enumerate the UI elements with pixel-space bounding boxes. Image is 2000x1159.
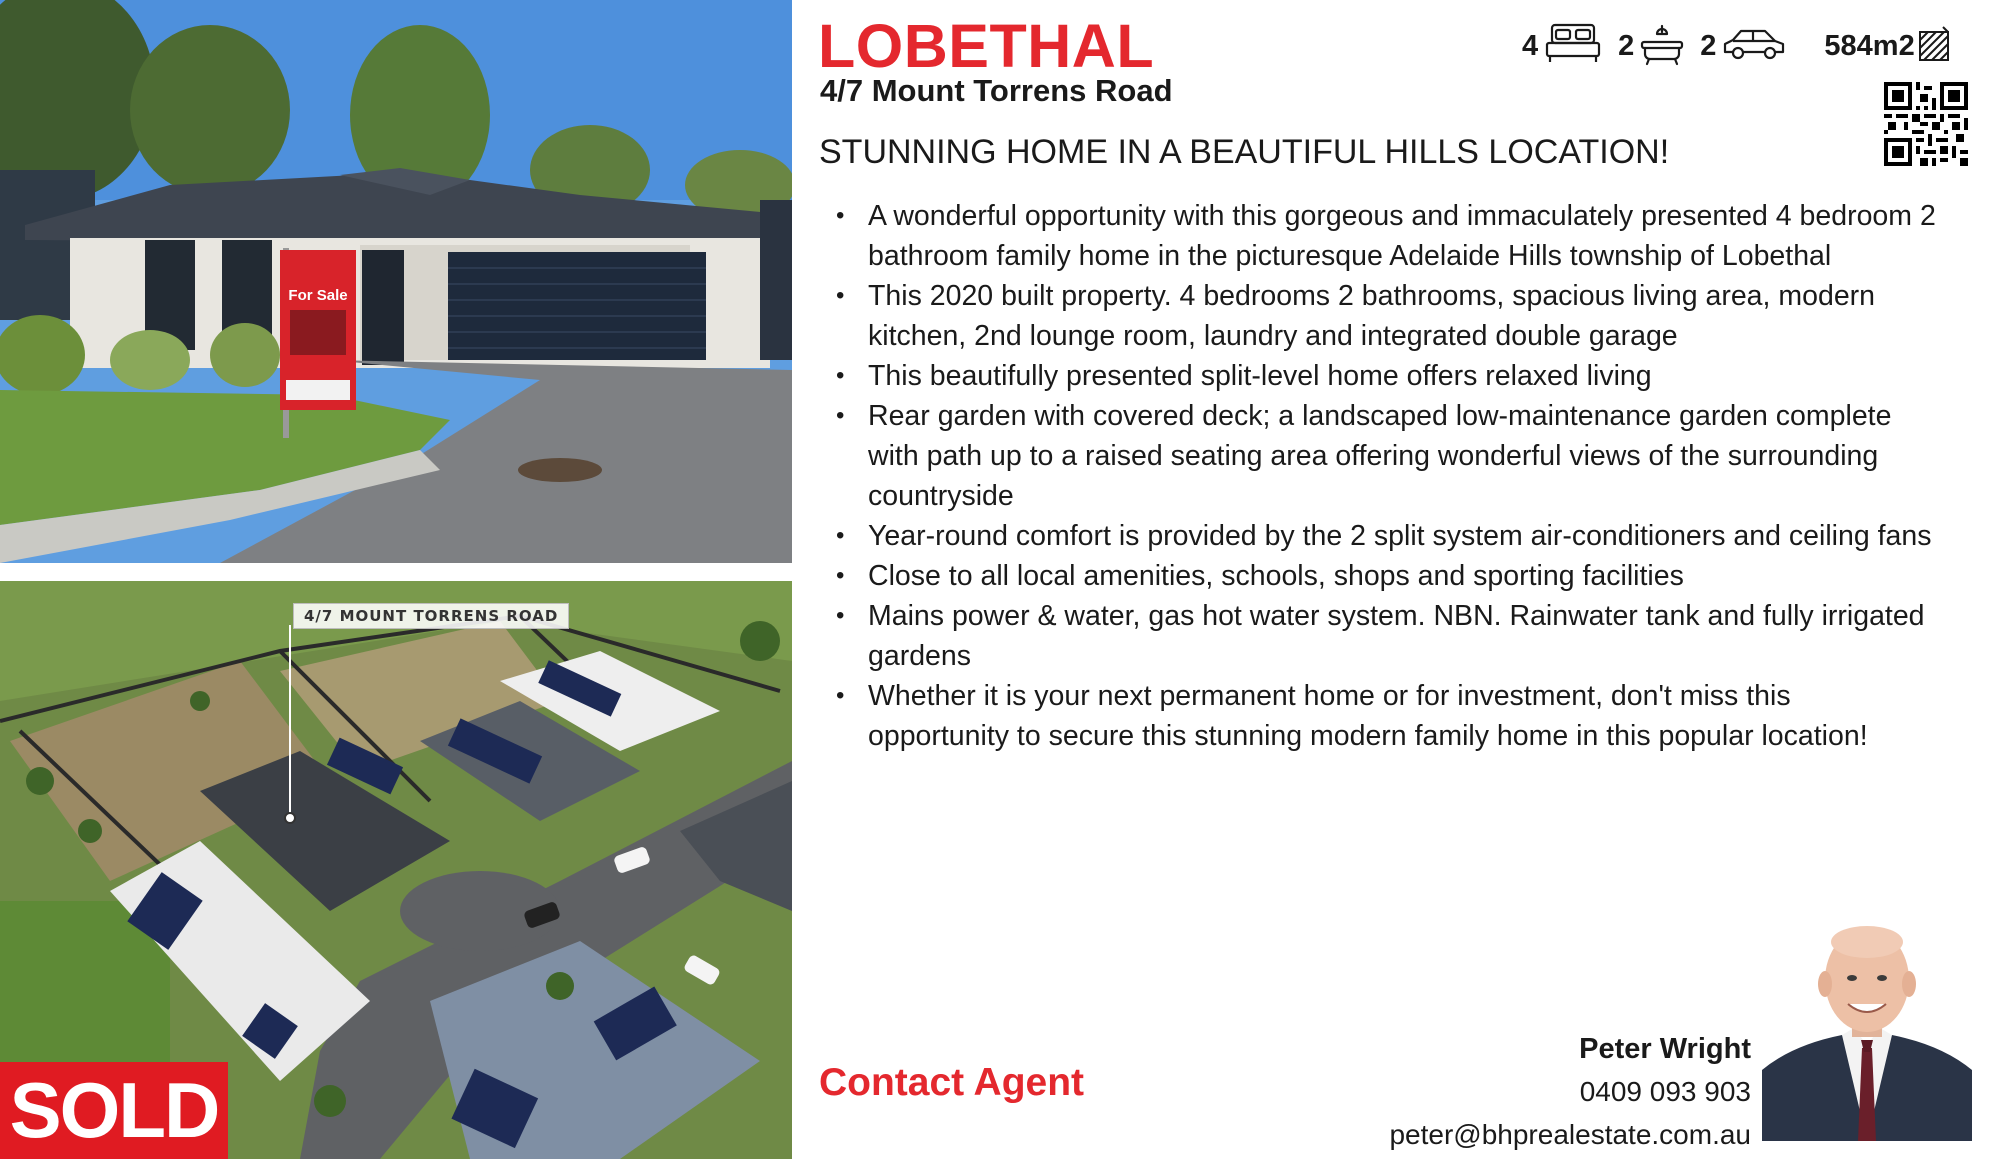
description-list xyxy=(819,196,1939,756)
bed-icon xyxy=(1544,22,1602,71)
description-item: • Rear garden with covered deck; a landscaped low-maintenance garden complete with path up to a raised seating area offering wonderful views of the surrounding countryside xyxy=(819,396,1939,516)
bathrooms-count: 2 xyxy=(1618,29,1635,62)
description-item: • Whether it is your next permanent home or for investment, don't miss this opportunity to secure this stunning modern family home in this popular location! xyxy=(819,676,1939,756)
qr-code[interactable] xyxy=(1884,82,1968,166)
address-subtitle: 4/7 Mount Torrens Road xyxy=(820,73,1173,108)
description-item: • A wonderful opportunity with this gorgeous and immaculately presented 4 bedroom 2 bathroom family home in the picturesque Adelaide Hills township of Lobethal xyxy=(819,196,1939,276)
description-item: • Mains power & water, gas hot water system. NBN. Rainwater tank and fully irrigated gardens xyxy=(819,596,1939,676)
carspaces-feature xyxy=(1700,22,1786,71)
description-item: • This beautifully presented split-level home offers relaxed living xyxy=(819,356,1939,396)
listing-headline: STUNNING HOME IN A BEAUTIFUL HILLS LOCATION! xyxy=(819,133,1670,171)
car-icon xyxy=(1722,22,1786,71)
description-item: • Year-round comfort is provided by the 2 split system air-conditioners and ceiling fans xyxy=(819,516,1939,556)
land-area-icon xyxy=(1918,26,1950,67)
property-features xyxy=(1522,24,1950,68)
agent-phone[interactable]: 0409 093 903 xyxy=(1579,1076,1751,1107)
bath-icon xyxy=(1640,22,1684,71)
description-item: • Close to all local amenities, schools, shops and sporting facilities xyxy=(819,556,1939,596)
agent-email[interactable]: peter@bhprealestate.com.au xyxy=(1389,1119,1751,1150)
map-address-label: 4/7 MOUNT TORRENS ROAD xyxy=(293,603,569,629)
bedrooms-count: 4 xyxy=(1522,29,1539,62)
property-front-photo xyxy=(0,0,792,563)
land-area-value: 584m2 xyxy=(1824,29,1915,62)
bedrooms-feature xyxy=(1522,22,1602,71)
bathrooms-feature xyxy=(1618,22,1684,71)
contact-agent-label: Contact Agent xyxy=(819,1061,1085,1104)
description-item: • This 2020 built property. 4 bedrooms 2 bathrooms, spacious living area, modern kitchen, 2nd lounge room, laundry and integrated double garage xyxy=(819,276,1939,356)
svg-text:For Sale: For Sale xyxy=(288,287,348,304)
map-pointer-line xyxy=(289,625,291,815)
sold-badge: SOLD xyxy=(0,1062,228,1159)
agent-name: Peter Wright xyxy=(1579,1033,1751,1065)
suburb-title: LOBETHAL xyxy=(818,12,1155,80)
land-area-feature xyxy=(1824,26,1949,67)
agent-contact-block xyxy=(1389,1029,1751,1155)
carspaces-count: 2 xyxy=(1700,29,1717,62)
map-pointer-dot xyxy=(284,812,296,824)
agent-avatar xyxy=(1762,920,1972,1141)
